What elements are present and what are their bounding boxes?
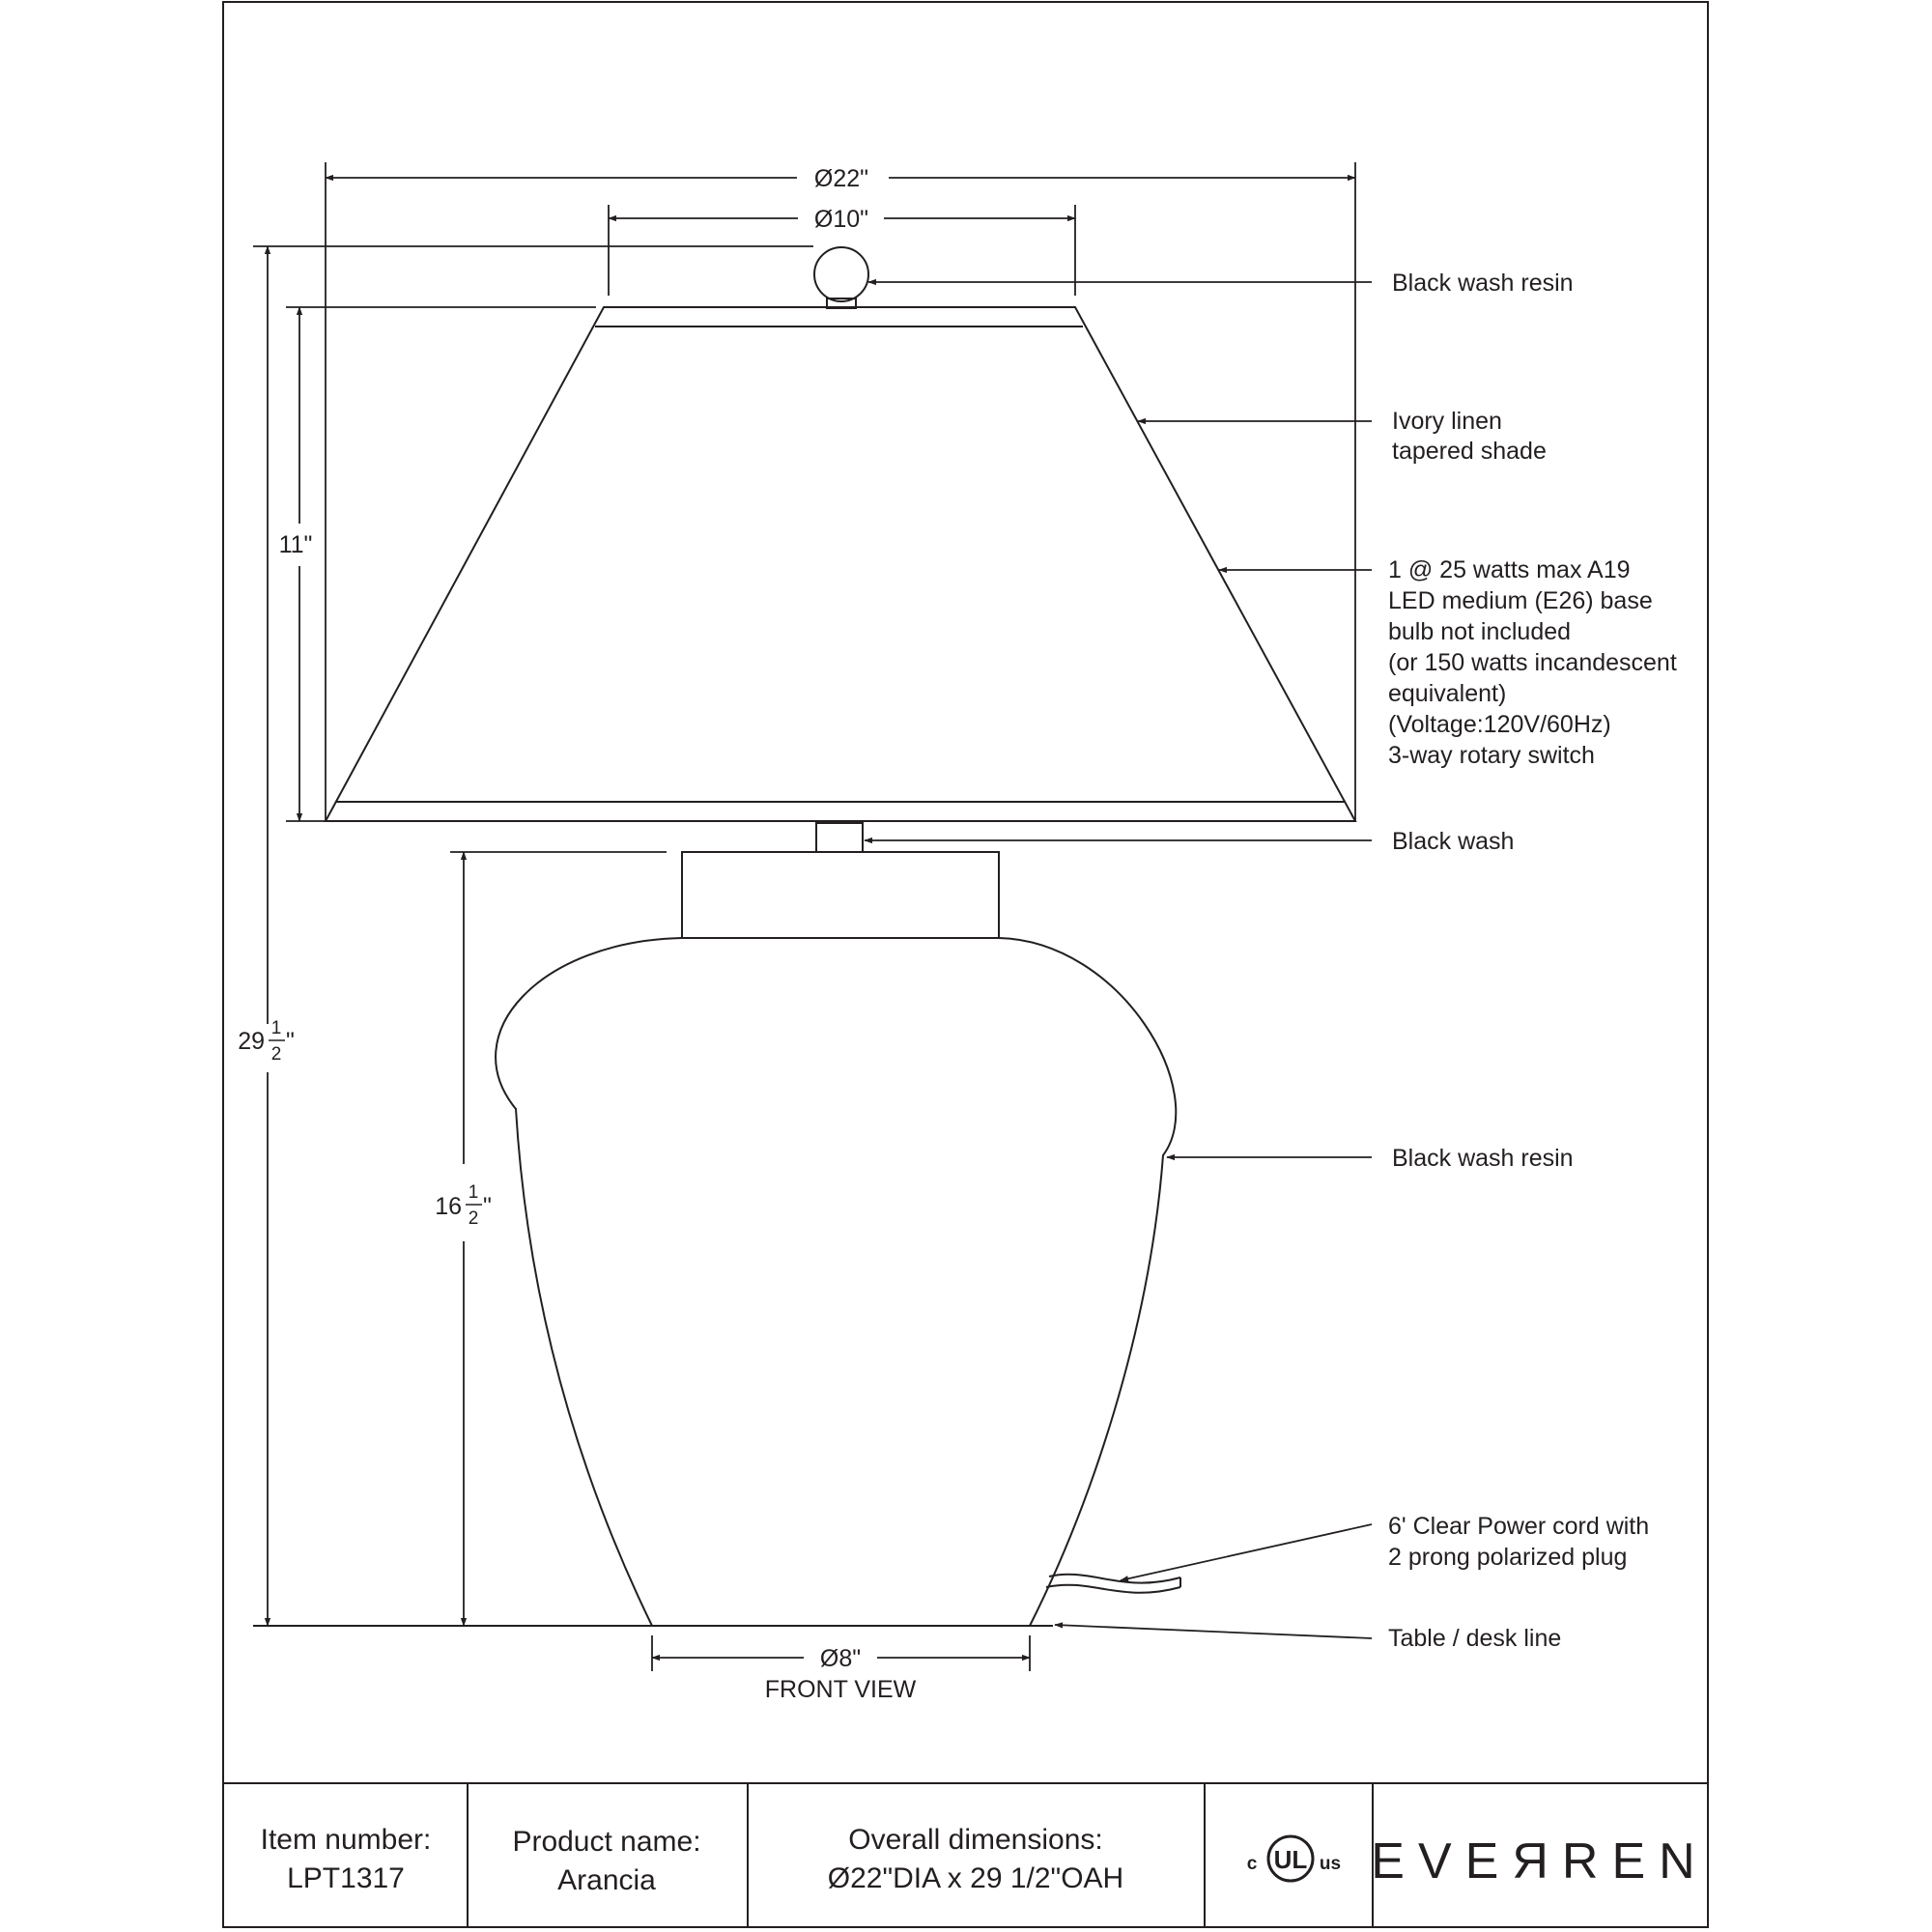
svg-text:16: 16	[435, 1193, 462, 1220]
svg-text:2: 2	[270, 1044, 282, 1065]
callout-shade: Ivory linen tapered shade	[1392, 408, 1547, 465]
dim-base-diameter: Ø8"	[819, 1645, 862, 1672]
product-name-label: Product name:	[512, 1826, 701, 1858]
svg-text:2: 2	[468, 1208, 479, 1229]
lamp-body	[496, 938, 1176, 1626]
lamp-shade	[326, 307, 1355, 821]
svg-text:": "	[483, 1193, 492, 1220]
view-label: FRONT VIEW	[764, 1676, 917, 1703]
lamp-collar	[682, 852, 999, 938]
item-number-value: LPT1317	[287, 1862, 405, 1894]
svg-text:": "	[286, 1028, 295, 1055]
overall-dimensions-label: Overall dimensions:	[848, 1824, 1103, 1856]
product-name-value: Arancia	[557, 1864, 656, 1896]
dim-base-height	[435, 1182, 492, 1229]
svg-text:1: 1	[468, 1182, 479, 1203]
svg-text:c: c	[1246, 1854, 1258, 1874]
brand-logo: EVEЯREN	[1371, 1833, 1709, 1889]
dim-shade-diameter: Ø22"	[813, 165, 869, 192]
callout-table: Table / desk line	[1388, 1625, 1562, 1652]
svg-text:1: 1	[270, 1018, 282, 1038]
item-number-label: Item number:	[260, 1824, 432, 1856]
callout-finial: Black wash resin	[1392, 270, 1574, 297]
callout-cord: 6' Clear Power cord with 2 prong polarized plug	[1388, 1513, 1650, 1571]
svg-text:29: 29	[238, 1028, 265, 1055]
svg-text:UL: UL	[1273, 1845, 1308, 1874]
lamp-drawing	[253, 247, 1355, 1626]
title-block-text	[261, 1824, 1709, 1896]
finial	[814, 247, 868, 308]
dim-top-diameter: Ø10"	[813, 206, 869, 233]
svg-text:us: us	[1319, 1854, 1342, 1874]
power-cord	[1046, 1575, 1180, 1593]
callout-leaders	[865, 282, 1372, 1638]
dim-overall-height	[238, 1018, 295, 1065]
dimension-labels	[238, 165, 916, 1703]
overall-dimensions-value: Ø22"DIA x 29 1/2"OAH	[827, 1862, 1124, 1894]
callout-bulb: 1 @ 25 watts max A19 LED medium (E26) base bulb not included (or 150 watts incandescent equivalent) (Voltage:120V/60Hz) 3-way rotary switch	[1388, 556, 1677, 769]
dim-shade-height: 11"	[278, 531, 313, 558]
lamp-neck	[816, 823, 863, 852]
callout-body: Black wash resin	[1392, 1145, 1574, 1172]
callout-labels	[1388, 270, 1684, 1652]
callout-neck: Black wash	[1392, 828, 1515, 855]
dimension-lines	[253, 162, 1355, 1671]
ul-listed-icon	[1247, 1836, 1341, 1881]
